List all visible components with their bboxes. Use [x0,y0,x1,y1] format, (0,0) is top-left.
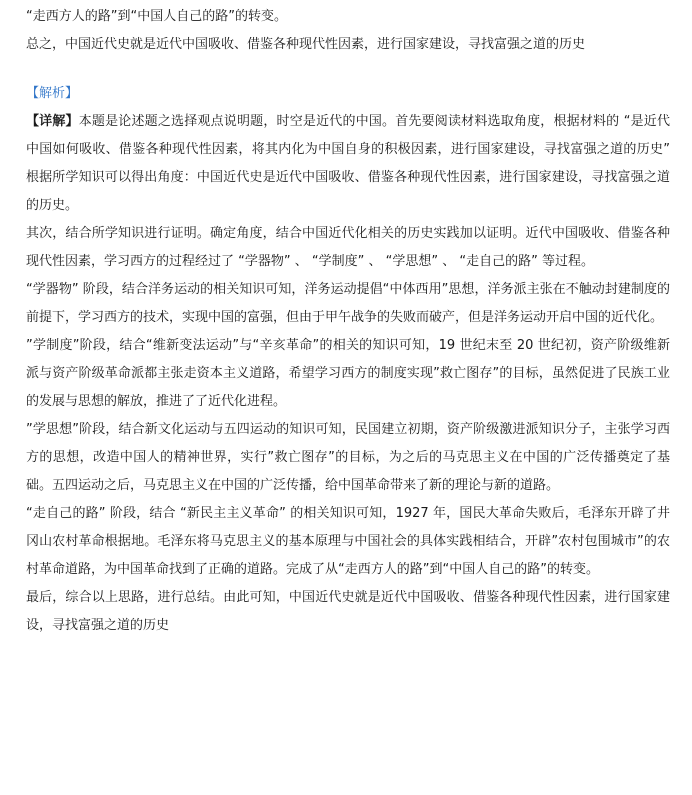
analysis-paragraph-6: “走自己的路” 阶段，结合 “新民主主义革命” 的相关知识可知，1927 年，国民大革命失败后，毛泽东开辟了井冈山农村革命根据地。毛泽东将马克思主义的基本原理与中国社会的具体实践相结合，开辟”农村包围城市”的农村革命道路，为中国革命找到了正确的道路。完成了从“走西方人的路”到“中国人自己的路”的转变。 [26,506,670,577]
analysis-paragraph-1 [26,108,670,220]
analysis-header: 【解析】 [26,86,79,101]
paragraph-text: 本题是论述题之选择观点说明题，时空是近代的中国。首先要阅读材料选取角度，根据材料的 “是近代中国如何吸收、借鉴各种现代性因素，将其内化为中国自身的积极因素，进行国家建设，寻找富强之道的历史” 根据所学知识可以得出角度：中国近代史是近代中国吸收、借鉴各种现代性因素，进行国家建设，寻找富强之道的历史。 [26,114,670,213]
analysis-paragraph-4: ”学制度”阶段，结合“维新变法运动”与“辛亥革命”的相关的知识可知，19 世纪末至 20 世纪初，资产阶级维新派与资产阶级革命派都主张走资本主义道路，希望学习西方的制度实现”救亡图存”的目标，虽然促进了民族工业的发展与思想的解放，推进了了近代化进程。 [26,338,670,409]
analysis-body [26,108,670,640]
analysis-paragraph-5: ”学思想”阶段，结合新文化运动与五四运动的知识可知，民国建立初期，资产阶级激进派知识分子，主张学习西方的思想，改造中国人的精神世界，实行”救亡图存”的目标，为之后的马克思主义在中国的广泛传播奠定了基础。五四运动之后，马克思主义在中国的广泛传播，给中国革命带来了新的理论与新的道路。 [26,422,670,493]
analysis-paragraph-3: “学器物” 阶段，结合洋务运动的相关知识可知，洋务运动提倡“中体西用”思想，洋务派主张在不触动封建制度的前提下，学习西方的技术，实现中国的富强，但由于甲午战争的失败而破产，但是洋务运动开启中国的近代化。 [26,282,670,325]
detail-tag: 【详解】 [26,114,79,129]
intro-line: “走西方人的路”到“中国人自己的路”的转变。 [26,9,287,24]
intro-summary: 总之，中国近代史就是近代中国吸收、借鉴各种现代性因素，进行国家建设，寻找富强之道的历史 [26,37,586,52]
analysis-paragraph-2: 其次，结合所学知识进行证明。确定角度，结合中国近代化相关的历史实践加以证明。近代中国吸收、借鉴各种现代性因素，学习西方的过程经过了 “学器物” 、 “学制度” 、 “学思想” 、 “走自己的路” 等过程。 [26,226,670,269]
analysis-paragraph-7: 最后，综合以上思路，进行总结。由此可知，中国近代史就是近代中国吸收、借鉴各种现代性因素，进行国家建设，寻找富强之道的历史 [26,590,670,633]
previous-answer-block [26,0,670,59]
